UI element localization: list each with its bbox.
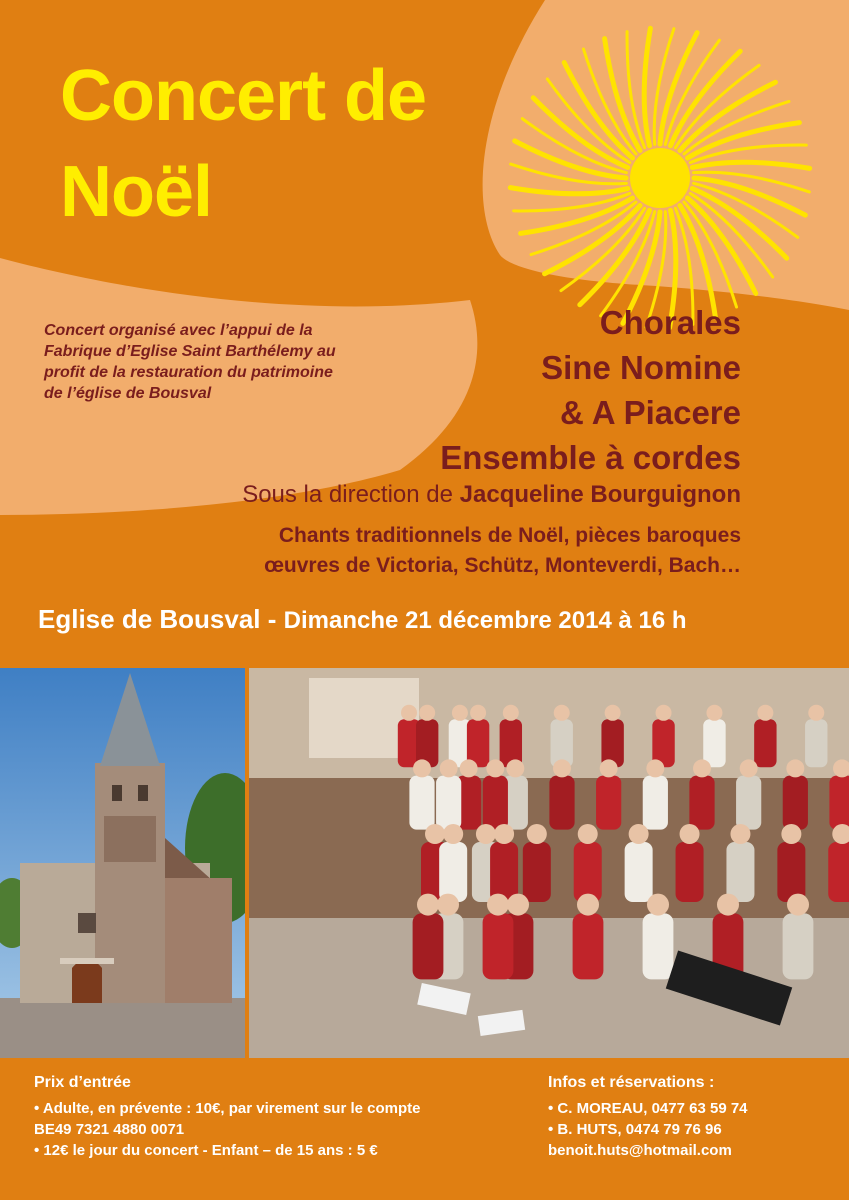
performers bbox=[440, 300, 741, 480]
singer-head bbox=[437, 894, 459, 916]
singer-head bbox=[646, 759, 664, 777]
singer-figure bbox=[483, 776, 508, 830]
performer-line: Chorales bbox=[599, 304, 741, 341]
singer-figure bbox=[828, 842, 849, 902]
organizer-line: profit de la restauration du patrimoine bbox=[44, 364, 333, 381]
singer-figure bbox=[829, 776, 849, 830]
singer-figure bbox=[409, 776, 434, 830]
event-place: Eglise de Bousval bbox=[38, 604, 261, 634]
conductor-name: Jacqueline Bourguignon bbox=[459, 481, 741, 508]
singer-head bbox=[503, 705, 519, 721]
singer-head bbox=[808, 705, 824, 721]
singer-head bbox=[629, 824, 649, 844]
singer-head bbox=[527, 824, 547, 844]
singer-figure bbox=[754, 719, 776, 767]
singer-figure bbox=[523, 842, 551, 902]
singer-head bbox=[553, 759, 571, 777]
contact-line: • C. MOREAU, 0477 63 59 74 bbox=[548, 1100, 748, 1117]
singer-head bbox=[440, 759, 458, 777]
performer-line: Sine Nomine bbox=[541, 349, 741, 386]
singer-head bbox=[460, 759, 478, 777]
singer-figure bbox=[574, 842, 602, 902]
singer-figure bbox=[726, 842, 754, 902]
singer-head bbox=[786, 759, 804, 777]
singer-head bbox=[476, 824, 496, 844]
reservations bbox=[548, 1072, 748, 1161]
singer-head bbox=[419, 705, 435, 721]
singer-figure bbox=[736, 776, 761, 830]
singer-head bbox=[781, 824, 801, 844]
singer-head bbox=[417, 894, 439, 916]
singer-head bbox=[647, 894, 669, 916]
contact-email: benoit.huts@hotmail.com bbox=[548, 1142, 732, 1159]
singer-head bbox=[693, 759, 711, 777]
concert-title bbox=[60, 48, 426, 240]
choir-photo bbox=[249, 668, 849, 1058]
singer-figure bbox=[573, 913, 604, 979]
singer-head bbox=[680, 824, 700, 844]
singer-figure bbox=[490, 842, 518, 902]
performer-line: & A Piacere bbox=[560, 394, 741, 431]
singer-head bbox=[401, 705, 417, 721]
event-separator: - bbox=[260, 604, 284, 634]
singer-figure bbox=[643, 776, 668, 830]
singer-head bbox=[706, 705, 722, 721]
singer-head bbox=[506, 759, 524, 777]
singer-head bbox=[452, 705, 468, 721]
singer-head bbox=[740, 759, 758, 777]
singer-head bbox=[717, 894, 739, 916]
info-heading: Infos et réservations : bbox=[548, 1074, 715, 1091]
singer-figure bbox=[689, 776, 714, 830]
singer-head bbox=[787, 894, 809, 916]
price-line: • 12€ le jour du concert - Enfant – de 15 ans : 5 € bbox=[34, 1142, 378, 1159]
singer-head bbox=[486, 759, 504, 777]
event-details bbox=[38, 604, 687, 635]
title-line-2: Noël bbox=[60, 152, 213, 232]
prices-heading: Prix d’entrée bbox=[34, 1074, 131, 1091]
repertoire bbox=[264, 521, 741, 581]
singer-head bbox=[487, 894, 509, 916]
organizer-line: de l’église de Bousval bbox=[44, 385, 212, 402]
singer-head bbox=[600, 759, 618, 777]
singer-head bbox=[470, 705, 486, 721]
singer-figure bbox=[783, 776, 808, 830]
singer-head bbox=[494, 824, 514, 844]
singer-head bbox=[413, 759, 431, 777]
price-line: BE49 7321 4880 0071 bbox=[34, 1121, 185, 1138]
sun-core bbox=[630, 148, 690, 208]
singer-figure bbox=[805, 719, 827, 767]
price-line: • Adulte, en prévente : 10€, par virement sur le compte bbox=[34, 1100, 421, 1117]
event-date: Dimanche 21 décembre 2014 à 16 h bbox=[283, 607, 687, 634]
organizer-line: Concert organisé avec l’appui de la bbox=[44, 322, 313, 339]
singer-figure bbox=[777, 842, 805, 902]
ticket-prices bbox=[34, 1072, 420, 1161]
singer-figure bbox=[483, 913, 514, 979]
singer-figure bbox=[601, 719, 623, 767]
repertoire-line-2: œuvres de Victoria, Schütz, Monteverdi, Bach… bbox=[264, 554, 741, 577]
conductor bbox=[242, 481, 741, 509]
singer-head bbox=[577, 894, 599, 916]
organizer-note bbox=[44, 320, 444, 404]
singer-figure bbox=[625, 842, 653, 902]
singer-head bbox=[425, 824, 445, 844]
singer-head bbox=[578, 824, 598, 844]
title-line-1: Concert de bbox=[60, 56, 427, 136]
singer-figure bbox=[676, 842, 704, 902]
repertoire-line-1: Chants traditionnels de Noël, pièces baroques bbox=[278, 524, 741, 547]
contact-line: • B. HUTS, 0474 79 76 96 bbox=[548, 1121, 722, 1138]
singer-figure bbox=[413, 913, 444, 979]
singer-head bbox=[730, 824, 750, 844]
singer-figure bbox=[643, 913, 674, 979]
singer-figure bbox=[703, 719, 725, 767]
direction-prefix: Sous la direction de bbox=[242, 481, 453, 508]
singer-figure bbox=[439, 842, 467, 902]
singer-head bbox=[757, 705, 773, 721]
church-photo bbox=[0, 668, 245, 1058]
performer-line: Ensemble à cordes bbox=[440, 439, 741, 476]
singer-head bbox=[443, 824, 463, 844]
singer-figure bbox=[596, 776, 621, 830]
singer-figure bbox=[783, 913, 814, 979]
singer-figure bbox=[436, 776, 461, 830]
singer-figure bbox=[549, 776, 574, 830]
singer-head bbox=[554, 705, 570, 721]
singer-head bbox=[656, 705, 672, 721]
singer-head bbox=[605, 705, 621, 721]
organizer-line: Fabrique d’Eglise Saint Barthélemy au bbox=[44, 343, 336, 360]
singer-head bbox=[507, 894, 529, 916]
singer-figure bbox=[500, 719, 522, 767]
